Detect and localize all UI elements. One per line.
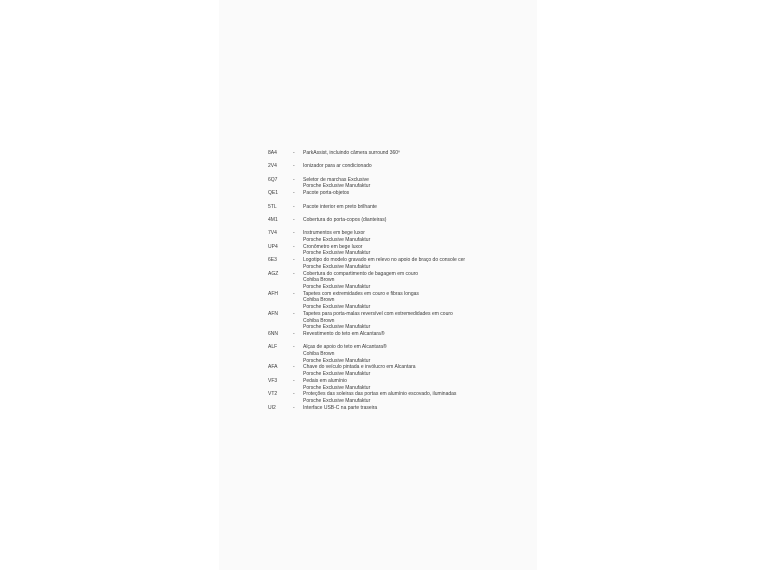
- list-item: [268, 257, 466, 270]
- list-item: [268, 391, 466, 404]
- separator-dash: -: [293, 150, 295, 156]
- description-line: Instrumentos em bege luxor: [303, 230, 365, 237]
- separator-dash: -: [293, 216, 295, 223]
- list-item: [268, 344, 466, 364]
- option-description: [303, 230, 466, 243]
- description-line: Logotipo do modelo gravado em relevo no apoio de braço do console cer: [303, 257, 466, 264]
- option-description: [303, 244, 466, 257]
- list-item: [268, 244, 466, 257]
- option-code: 7V4: [268, 230, 277, 237]
- separator-dash: -: [293, 364, 295, 371]
- description-line: Porsche Exclusive Manufaktur: [303, 304, 371, 311]
- description-line: Pacote porta-objetos: [303, 190, 350, 197]
- list-item: [268, 204, 466, 211]
- option-description: [303, 331, 466, 338]
- option-description: [303, 311, 466, 331]
- description-line: Porsche Exclusive Manufaktur: [303, 324, 371, 331]
- option-description: [303, 163, 466, 170]
- separator-dash: -: [293, 270, 295, 277]
- description-line: Cohiba Brown: [303, 277, 335, 284]
- description-line: Interface USB-C na parte traseira: [303, 404, 378, 411]
- separator-dash: -: [293, 310, 295, 317]
- description-line: Porsche Exclusive Manufaktur: [303, 371, 371, 378]
- description-line: Chave do veículo pintada e invólucro em Alcantara: [303, 364, 416, 371]
- option-code: QE1: [268, 190, 279, 197]
- description-line: Porsche Exclusive Manufaktur: [303, 250, 371, 257]
- separator-dash: -: [293, 344, 295, 351]
- list-item: [268, 271, 466, 291]
- option-description: [303, 190, 466, 197]
- description-line: Porsche Exclusive Manufaktur: [303, 237, 371, 244]
- description-line: Cobertura do compartimento de bagagem em couro: [303, 270, 419, 277]
- description-line: Seletor de marchas Exclusive: [303, 176, 369, 183]
- description-line: ParkAssist, incluindo câmera surround 360º: [303, 150, 400, 156]
- option-code: UP4: [268, 243, 278, 250]
- description-line: Porsche Exclusive Manufaktur: [303, 384, 371, 391]
- description-line: Porsche Exclusive Manufaktur: [303, 263, 371, 270]
- list-item: [268, 230, 466, 243]
- equipment-list: [268, 150, 466, 411]
- list-item: [268, 291, 466, 311]
- description-line: Cohiba Brown: [303, 351, 335, 357]
- list-item: [268, 364, 466, 377]
- description-line: Tapetes para porta-malas reversível com extremedidades em couro: [303, 310, 453, 317]
- separator-dash: -: [293, 243, 295, 250]
- option-code: 6E3: [268, 257, 277, 264]
- option-description: [303, 391, 466, 404]
- option-description: [303, 344, 466, 364]
- option-code: 6NN: [268, 330, 279, 337]
- option-code: AGZ: [268, 270, 279, 277]
- list-item: [268, 190, 466, 197]
- description-line: Pacote interior em preto brilhante: [303, 203, 377, 210]
- description-line: Cronômetro em bege luxor: [303, 243, 363, 250]
- option-code: 5TL: [268, 203, 277, 210]
- separator-dash: -: [293, 290, 295, 297]
- option-description: [303, 204, 466, 211]
- option-code: AFH: [268, 290, 278, 297]
- description-line: Porsche Exclusive Manufaktur: [303, 283, 371, 290]
- separator-dash: -: [293, 377, 295, 384]
- separator-dash: -: [293, 330, 295, 337]
- separator-dash: -: [293, 163, 295, 170]
- list-item: [268, 217, 466, 224]
- separator-dash: -: [293, 391, 295, 398]
- separator-dash: -: [293, 190, 295, 197]
- option-description: [303, 217, 466, 224]
- option-description: [303, 405, 466, 412]
- option-code: 4M1: [268, 216, 278, 223]
- description-line: Cohiba Brown: [303, 297, 335, 304]
- option-code: UI2: [268, 404, 276, 411]
- list-item: [268, 405, 466, 412]
- option-description: [303, 271, 466, 291]
- description-line: Porsche Exclusive Manufaktur: [303, 357, 371, 364]
- option-description: [303, 150, 466, 157]
- option-description: [303, 257, 466, 270]
- description-line: Porsche Exclusive Manufaktur: [303, 397, 371, 404]
- separator-dash: -: [293, 203, 295, 210]
- option-description: [303, 378, 466, 391]
- option-code: 6Q7: [268, 176, 278, 183]
- separator-dash: -: [293, 176, 295, 183]
- description-line: Alças de apoio do teto em Alcantara®: [303, 344, 387, 351]
- list-item: [268, 163, 466, 170]
- description-line: Ionizador para ar condicionado: [303, 163, 372, 170]
- list-item: [268, 150, 466, 157]
- separator-dash: -: [293, 257, 295, 264]
- option-code: VT2: [268, 391, 278, 398]
- option-code: VF3: [268, 377, 278, 384]
- option-description: [303, 364, 466, 377]
- list-item: [268, 177, 466, 190]
- description-line: Proteções das soleiras das portas em alumínio escovado, iluminadas: [303, 391, 457, 398]
- description-line: Pedais em alumínio: [303, 377, 347, 384]
- list-item: [268, 311, 466, 331]
- option-code: 2V4: [268, 163, 277, 170]
- option-code: AFA: [268, 364, 278, 371]
- description-line: Tapetes com extremidades em couro e fibras longas: [303, 290, 419, 297]
- option-code: ALF: [268, 344, 278, 351]
- separator-dash: -: [293, 230, 295, 237]
- option-description: [303, 177, 466, 190]
- separator-dash: -: [293, 404, 295, 411]
- option-code: AFN: [268, 310, 278, 317]
- description-line: Cohiba Brown: [303, 317, 335, 324]
- list-item: [268, 378, 466, 391]
- list-item: [268, 331, 466, 338]
- description-line: Cobertura do porta-copos (dianteiras): [303, 216, 387, 223]
- description-line: Porsche Exclusive Manufaktur: [303, 183, 371, 190]
- option-code: 8A4: [268, 150, 277, 156]
- option-description: [303, 291, 466, 311]
- description-line: Revestimento do teto em Alcantara®: [303, 330, 385, 337]
